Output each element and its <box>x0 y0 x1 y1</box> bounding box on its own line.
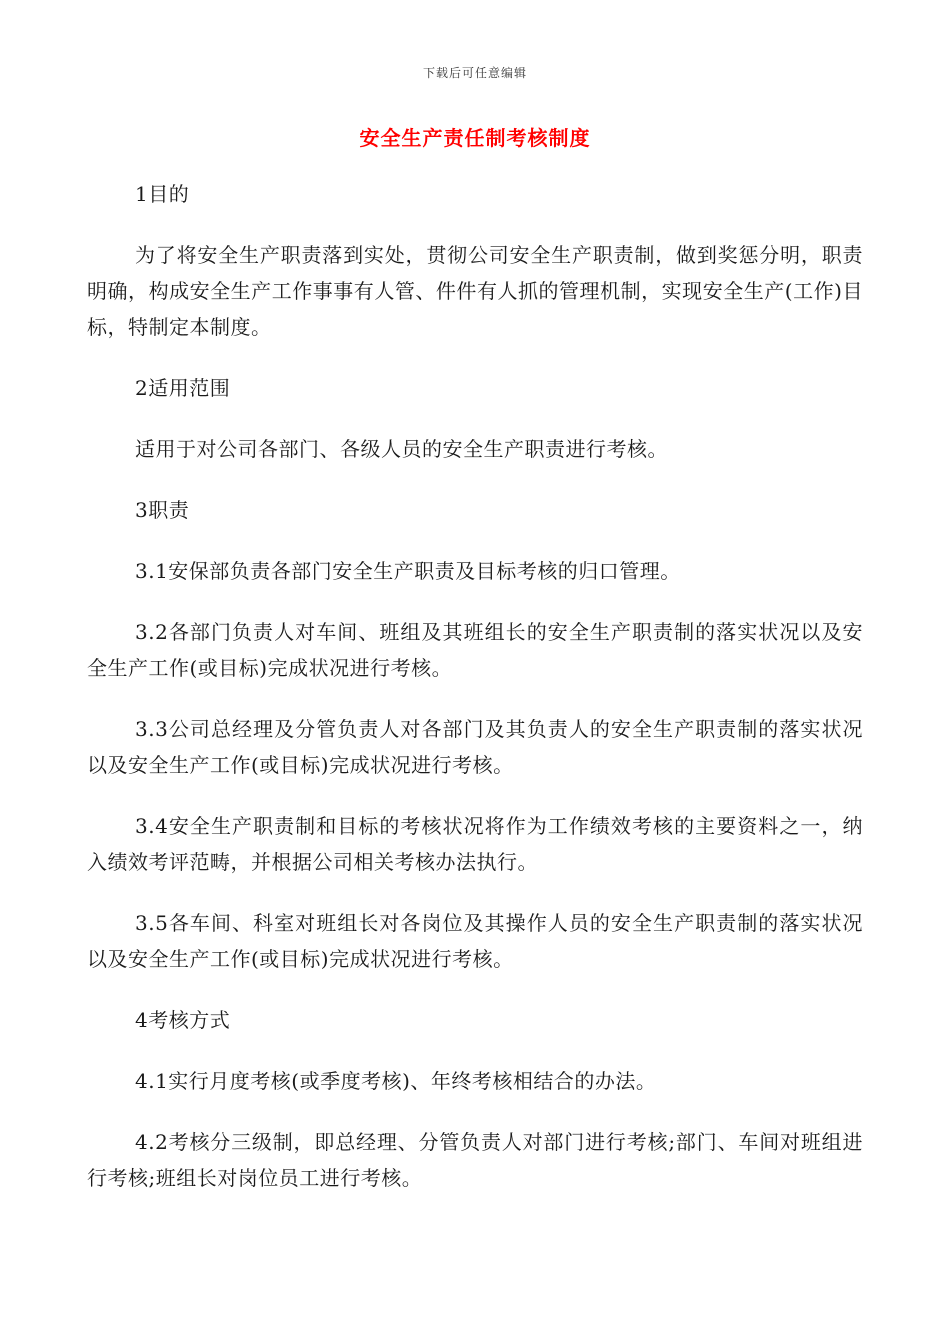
section-heading-purpose: 1目的 <box>135 182 190 206</box>
paragraph-duty-3-5: 3.5各车间、科室对班组长对各岗位及其操作人员的安全生产职责制的落实状况以及安全生产工作(或目标)完成状况进行考核。 <box>87 911 863 971</box>
document-title: 安全生产责任制考核制度 <box>359 126 591 150</box>
paragraph-duty-3-2: 3.2各部门负责人对车间、班组及其班组长的安全生产职责制的落实状况以及安全生产工作(或目标)完成状况进行考核。 <box>87 620 863 680</box>
section-heading-duties: 3职责 <box>135 498 190 522</box>
paragraph-duty-3-3: 3.3公司总经理及分管负责人对各部门及其负责人的安全生产职责制的落实状况以及安全生产工作(或目标)完成状况进行考核。 <box>87 717 863 777</box>
paragraph-purpose: 为了将安全生产职责落到实处，贯彻公司安全生产职责制，做到奖惩分明，职责明确，构成安全生产工作事事有人管、件件有人抓的管理机制，实现安全生产(工作)目标，特制定本制度。 <box>87 243 863 339</box>
section-heading-method: 4考核方式 <box>135 1008 231 1032</box>
paragraph-duty-3-1: 3.1安保部负责各部门安全生产职责及目标考核的归口管理。 <box>135 559 681 583</box>
paragraph-method-4-2: 4.2考核分三级制，即总经理、分管负责人对部门进行考核;部门、车间对班组进行考核;班组长对岗位员工进行考核。 <box>87 1130 863 1190</box>
paragraph-method-4-1: 4.1实行月度考核(或季度考核)、年终考核相结合的办法。 <box>135 1069 657 1093</box>
paragraph-duty-3-4: 3.4安全生产职责制和目标的考核状况将作为工作绩效考核的主要资料之一，纳入绩效考评范畴，并根据公司相关考核办法执行。 <box>87 814 863 874</box>
section-heading-scope: 2适用范围 <box>135 376 231 400</box>
document-body <box>87 176 863 1221</box>
header-note: 下载后可任意编辑 <box>422 66 527 80</box>
paragraph-scope: 适用于对公司各部门、各级人员的安全生产职责进行考核。 <box>135 437 668 461</box>
